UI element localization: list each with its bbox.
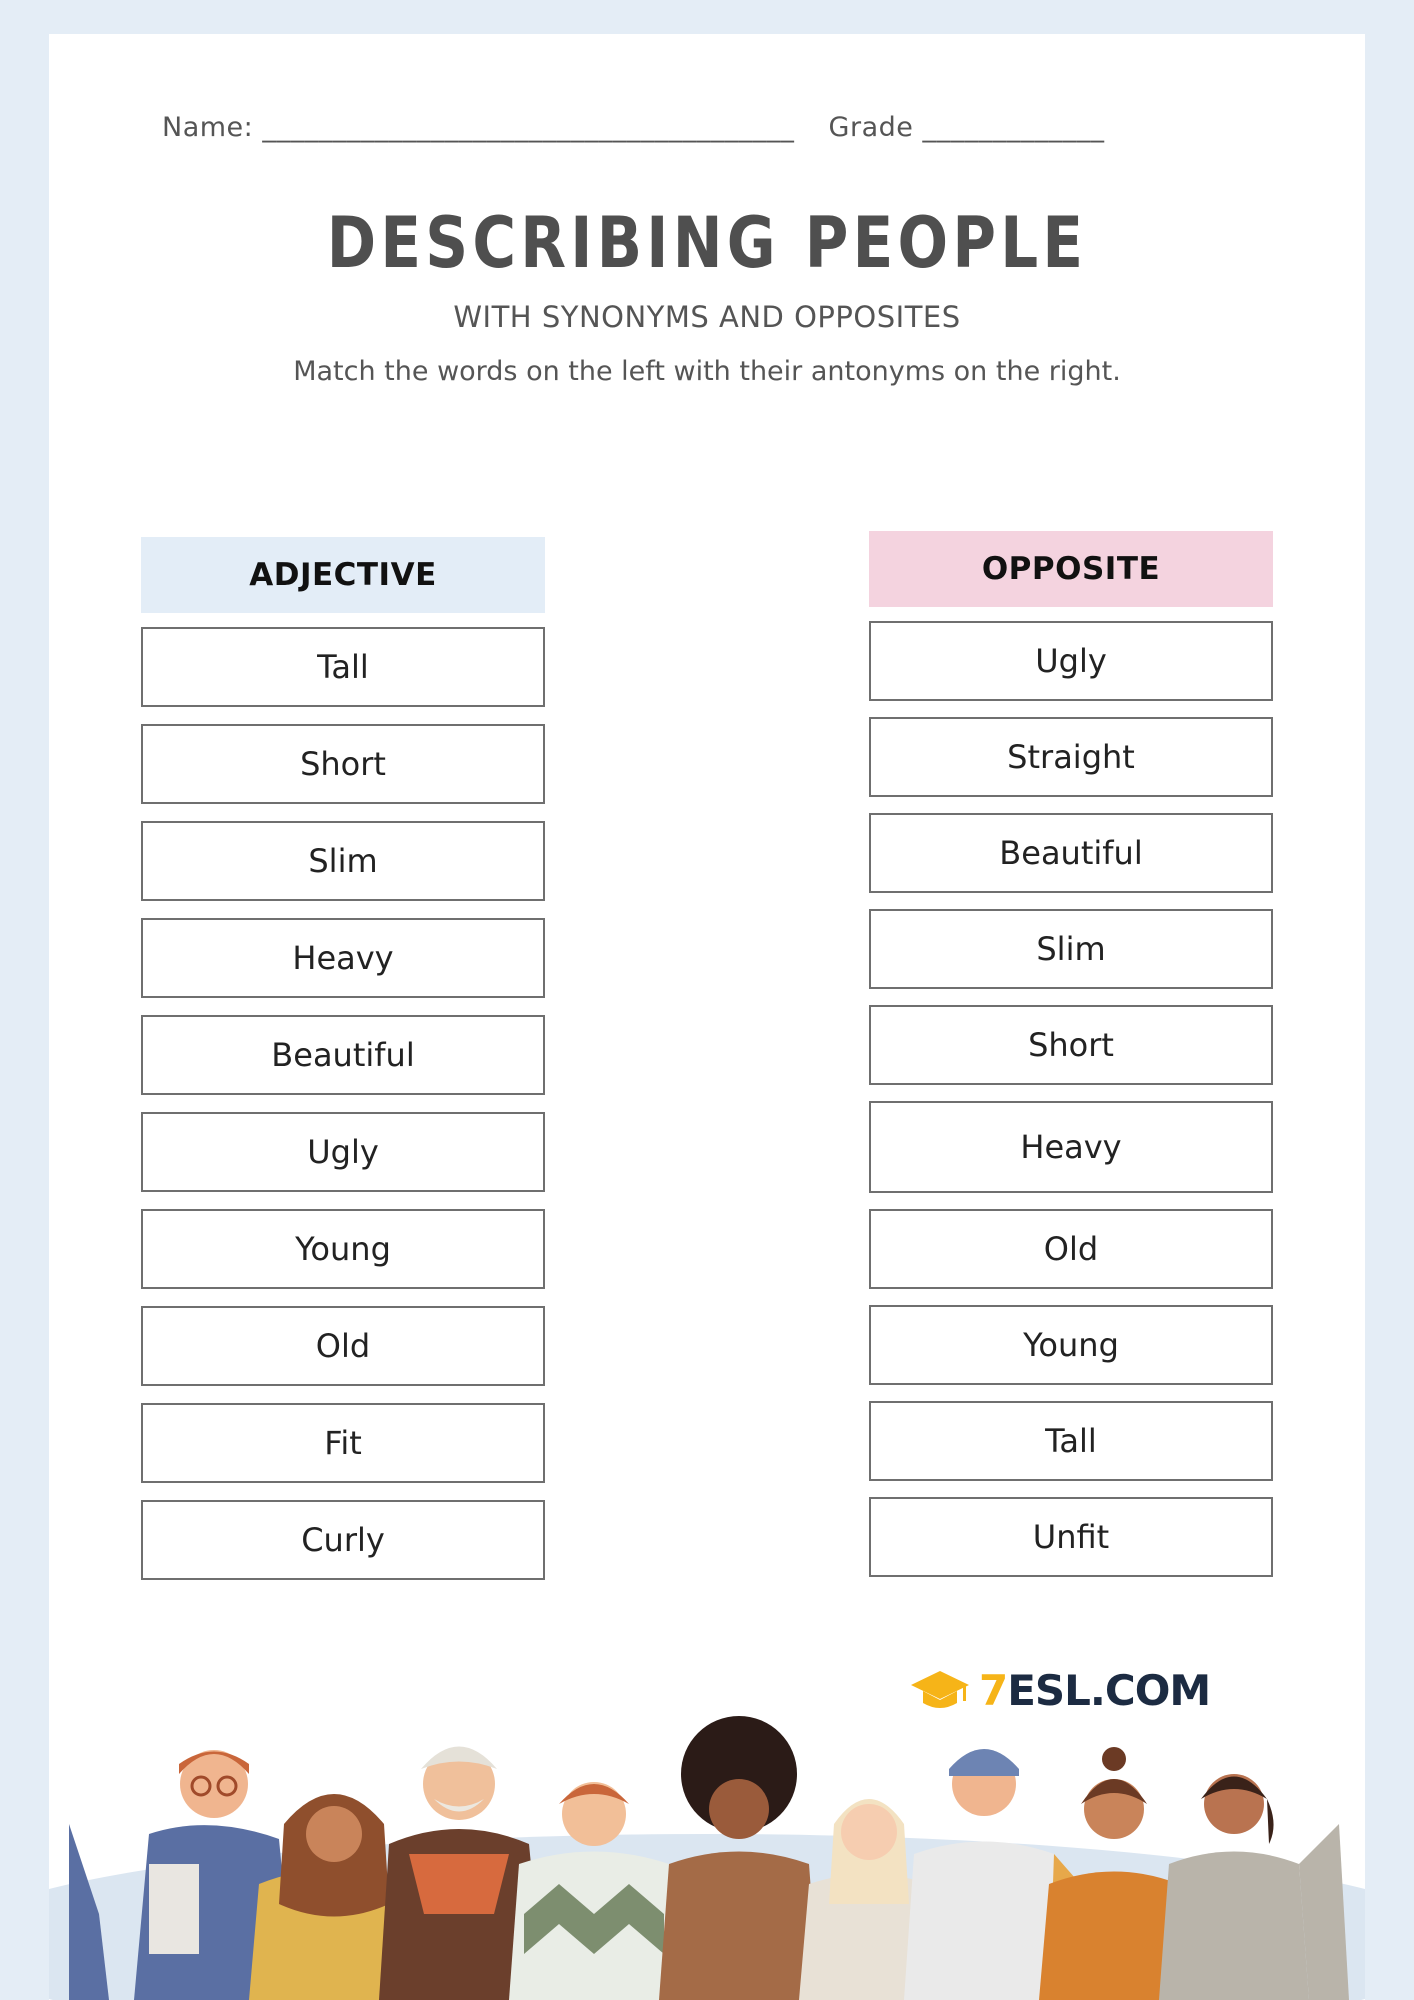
opposite-header: OPPOSITE — [869, 531, 1273, 607]
people-illustration — [49, 1714, 1365, 2000]
opposite-word: Unfit — [869, 1497, 1273, 1577]
person-figure — [1159, 1774, 1349, 2000]
opposite-word: Ugly — [869, 621, 1273, 701]
opposite-word: Young — [869, 1305, 1273, 1385]
opposite-word: Slim — [869, 909, 1273, 989]
adjective-word: Short — [141, 724, 545, 804]
logo-prefix: 7 — [979, 1666, 1008, 1715]
grade-blank: _____________ — [922, 112, 1105, 143]
name-grade-line — [162, 112, 1262, 143]
worksheet-page — [49, 34, 1365, 2000]
adjective-header: ADJECTIVE — [141, 537, 545, 613]
person-figure — [509, 1782, 679, 2000]
adjective-word: Old — [141, 1306, 545, 1386]
name-label: Name: — [162, 112, 254, 143]
adjective-word: Young — [141, 1209, 545, 1289]
name-blank: ______________________________________ — [262, 112, 795, 143]
adjective-word: Fit — [141, 1403, 545, 1483]
logo-name: ESL.COM — [1007, 1666, 1211, 1715]
logo-text — [979, 1666, 1210, 1715]
opposite-word: Short — [869, 1005, 1273, 1085]
adjective-word: Tall — [141, 627, 545, 707]
opposite-word: Straight — [869, 717, 1273, 797]
site-logo — [909, 1666, 1210, 1715]
adjective-column — [141, 537, 545, 1597]
adjective-word: Slim — [141, 821, 545, 901]
opposite-word: Tall — [869, 1401, 1273, 1481]
adjective-word: Heavy — [141, 918, 545, 998]
opposite-word: Heavy — [869, 1101, 1273, 1193]
opposite-word: Old — [869, 1209, 1273, 1289]
graduation-cap-icon — [909, 1667, 971, 1715]
page-title: DESCRIBING PEOPLE — [326, 202, 1088, 284]
adjective-word: Curly — [141, 1500, 545, 1580]
adjective-word: Beautiful — [141, 1015, 545, 1095]
page-subtitle: WITH SYNONYMS AND OPPOSITES — [453, 300, 961, 334]
adjective-word: Ugly — [141, 1112, 545, 1192]
grade-label: Grade — [828, 112, 914, 143]
opposite-word: Beautiful — [869, 813, 1273, 893]
instructions: Match the words on the left with their antonyms on the right. — [293, 356, 1121, 387]
opposite-column — [869, 531, 1273, 1593]
